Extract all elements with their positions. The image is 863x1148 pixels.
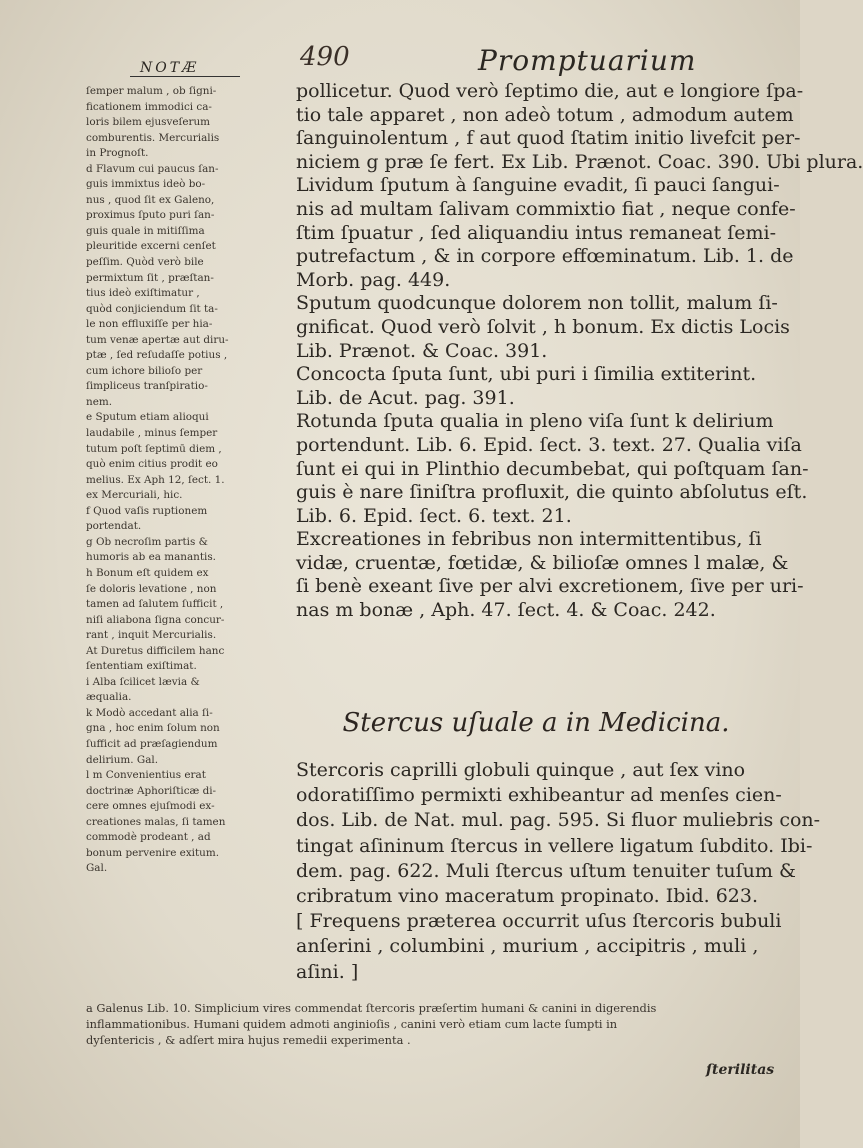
- text-line: Stercoris caprilli globuli quinque , aut ſex vino: [296, 759, 746, 781]
- margin-note-line: ſimpliceus tranſpiratio-: [86, 380, 208, 393]
- margin-note-line: rant , inquit Mercurialis.: [86, 629, 217, 642]
- margin-note-line: portendat.: [86, 520, 142, 533]
- margin-note-line: loris bilem ejusveſerum: [86, 116, 211, 129]
- margin-note-line: creationes malas, ſi tamen: [86, 815, 226, 828]
- text-line: ſunt ei qui in Plinthio decumbebat, qui poſtquam ſan-: [296, 457, 809, 480]
- text-line: guis è nare ſiniſtra profluxit, die quinto abſolutus eſt.: [296, 481, 808, 504]
- margin-note-line: pleuritide excerni cenſet: [86, 240, 216, 253]
- margin-note-line: f Quod vaſis ruptionem: [86, 504, 208, 517]
- text-line: niciem g præ ſe fert. Ex Lib. Prænot. Coac. 390. Ubi plura.: [296, 150, 863, 173]
- margin-note-line: cum ichore bilioſo per: [86, 364, 203, 377]
- text-line: Lib. de Acut. pag. 391.: [296, 386, 515, 409]
- text-line: [ Frequens præterea occurrit uſus ſtercoris bubuli: [296, 910, 782, 933]
- margin-note-line: ptæ , ſed reſudaſſe potius ,: [86, 349, 228, 362]
- margin-note-line: tutum poſt ſeptimū diem ,: [86, 442, 222, 455]
- text-line: putrefactum , & in corpore effœminatum. Lib. 1. de: [296, 245, 794, 268]
- text-line: vidæ, cruentæ, fœtidæ, & bilioſæ omnes l malæ, &: [296, 551, 789, 574]
- text-line: dos. Lib. de Nat. mul. pag. 595. Si fluor muliebris con-: [296, 809, 821, 832]
- running-title: Promptuarium: [478, 44, 697, 77]
- main-text-column-2: [296, 758, 821, 985]
- margin-note-line: in Prognoſt.: [86, 147, 149, 160]
- margin-note-line: æqualia.: [86, 691, 132, 704]
- text-line: dem. pag. 622. Muli ſtercus uſtum tenuiter tuſum &: [296, 859, 796, 882]
- margin-note-line: guis immixtus ideò bo-: [86, 178, 206, 191]
- text-line: tingat aſininum ſtercus in vellere ligatum ſubdito. Ibi-: [296, 834, 813, 857]
- margin-note-line: gna , hoc enim ſolum non: [86, 722, 220, 735]
- text-line: aſini. ]: [296, 960, 359, 983]
- text-line: ſi benè exeant ſive per alvi excretionem, ſive per uri-: [296, 575, 804, 598]
- text-line: nas m bonæ , Aph. 47. ſect. 4. & Coac. 242.: [296, 599, 716, 622]
- margin-note-line: guis quale in mitiſſima: [86, 224, 205, 237]
- text-line: Excreationes in febribus non intermittentibus, ſi: [296, 528, 762, 551]
- text-line: ſtim ſpuatur , ſed aliquandiu intus remaneat ſemi-: [296, 221, 776, 244]
- margin-note-line: commodè prodeant , ad: [86, 831, 211, 844]
- margin-note-line: i Alba ſcilicet lævia &: [86, 675, 200, 688]
- text-line: anſerini , columbini , murium , accipitris , muli ,: [296, 935, 759, 958]
- margin-note-line: permixtum ſit , præſtan-: [86, 271, 214, 284]
- text-line: cribratum vino maceratum propinato. Ibid. 623.: [296, 885, 758, 908]
- margin-note-line: tum venæ apertæ aut diru-: [86, 333, 229, 346]
- footnote-line: inflammationibus. Humani quidem admoti anginioſis , canini verò etiam cum lacte ſumpti in: [86, 1017, 618, 1031]
- text-line: ſanguinolentum , f aut quod ſtatim initio livefcit per-: [296, 127, 801, 150]
- margin-note-line: nem.: [86, 395, 112, 408]
- footnote-line: a Galenus Lib. 10. Simplicium vires commendat ſtercoris præſertim humani & canini in digerendis: [86, 1001, 657, 1015]
- margin-note-line: quòd conjiciendum ſit ta-: [86, 302, 218, 315]
- section-heading: Stercus uſuale a in Medicina.: [342, 708, 730, 738]
- margin-note-line: tamen ad ſalutem ſufficit ,: [86, 598, 224, 611]
- text-line: odoratiſſimo permixti exhibeantur ad menſes cien-: [296, 784, 782, 807]
- text-line: Rotunda ſputa qualia in pleno viſa ſunt k delirium: [296, 410, 774, 433]
- margin-note-line: niſi aliabona ſigna concur-: [86, 613, 225, 626]
- margin-notes-column: [86, 84, 292, 877]
- margin-note-line: ex Mercuriali, hic.: [86, 489, 183, 502]
- margin-note-line: cere omnes ejuſmodi ex-: [86, 800, 215, 813]
- margin-note-line: ſententiam exiſtimat.: [86, 660, 197, 673]
- margin-note-line: k Modò accedant alia ſi-: [86, 706, 213, 719]
- page-header: [0, 34, 800, 77]
- margin-note-line: e Sputum etiam alioqui: [86, 411, 209, 424]
- main-text-column: [296, 80, 863, 623]
- margin-note-line: bonum pervenire exitum.: [86, 846, 220, 859]
- text-line: Lib. 6. Epid. ſect. 6. text. 21.: [296, 504, 572, 527]
- margin-note-line: nus , quod ſit ex Galeno,: [86, 193, 215, 206]
- margin-note-line: le non effluxiſſe per hia-: [86, 318, 213, 331]
- footnote-line: dyſentericis , & adſert mira hujus remedii experimenta .: [86, 1033, 411, 1047]
- header-notae: NOTÆ: [140, 60, 200, 76]
- margin-note-line: proximus ſputo puri ſan-: [86, 209, 215, 222]
- margin-note-line: ficationem immodici ca-: [86, 100, 212, 113]
- page-number: 490: [300, 42, 350, 72]
- text-line: Concocta ſputa ſunt, ubi puri i ſimilia extiterint.: [296, 363, 757, 386]
- footnote: [86, 1000, 786, 1048]
- header-rule: [130, 76, 240, 77]
- margin-note-line: d Flavum cui paucus ſan-: [86, 162, 219, 175]
- text-line: pollicetur. Quod verò ſeptimo die, aut e longiore ſpa-: [296, 80, 804, 102]
- text-line: gnificat. Quod verò ſolvit , h bonum. Ex dictis Locis: [296, 315, 790, 338]
- margin-note-line: laudabile , minus ſemper: [86, 427, 218, 440]
- margin-note-line: l m Convenientius erat: [86, 769, 206, 782]
- margin-note-line: comburentis. Mercurialis: [86, 131, 220, 144]
- text-line: Lividum ſputum à ſanguine evadit, ſi pauci ſangui-: [296, 174, 780, 197]
- margin-note-line: peſſim. Quòd verò bile: [86, 256, 204, 269]
- margin-note-line: At Duretus difficilem hanc: [86, 644, 225, 657]
- margin-note-line: humoris ab ea manantis.: [86, 551, 216, 564]
- text-line: Lib. Prænot. & Coac. 391.: [296, 339, 548, 362]
- margin-note-line: ſemper malum , ob ſigni-: [86, 85, 217, 97]
- margin-note-line: Gal.: [86, 862, 108, 875]
- margin-note-line: ſe doloris levatione , non: [86, 582, 217, 595]
- margin-note-line: doctrinæ Aphoriſticæ di-: [86, 784, 217, 797]
- text-line: portendunt. Lib. 6. Epid. ſect. 3. text. 27. Qualia viſa: [296, 433, 802, 456]
- catchword: ſterilitas: [706, 1062, 775, 1078]
- margin-note-line: h Bonum eſt quidem ex: [86, 566, 209, 579]
- margin-note-line: quò enim citius prodit eo: [86, 458, 218, 471]
- text-line: nis ad multam ſalivam commixtio fiat , neque confe-: [296, 197, 796, 220]
- margin-note-line: melius. Ex Aph 12, ſect. 1.: [86, 473, 225, 486]
- margin-note-line: tius ideò exiſtimatur ,: [86, 287, 200, 300]
- text-line: Sputum quodcunque dolorem non tollit, malum ſi-: [296, 292, 778, 315]
- text-line: tio tale apparet , non adeò totum , admodum autem: [296, 103, 794, 126]
- margin-note-line: g Ob necroſim partis &: [86, 535, 208, 548]
- margin-note-line: ſufficit ad præſagiendum: [86, 737, 218, 750]
- text-line: Morb. pag. 449.: [296, 268, 451, 291]
- margin-note-line: delirium. Gal.: [86, 753, 159, 766]
